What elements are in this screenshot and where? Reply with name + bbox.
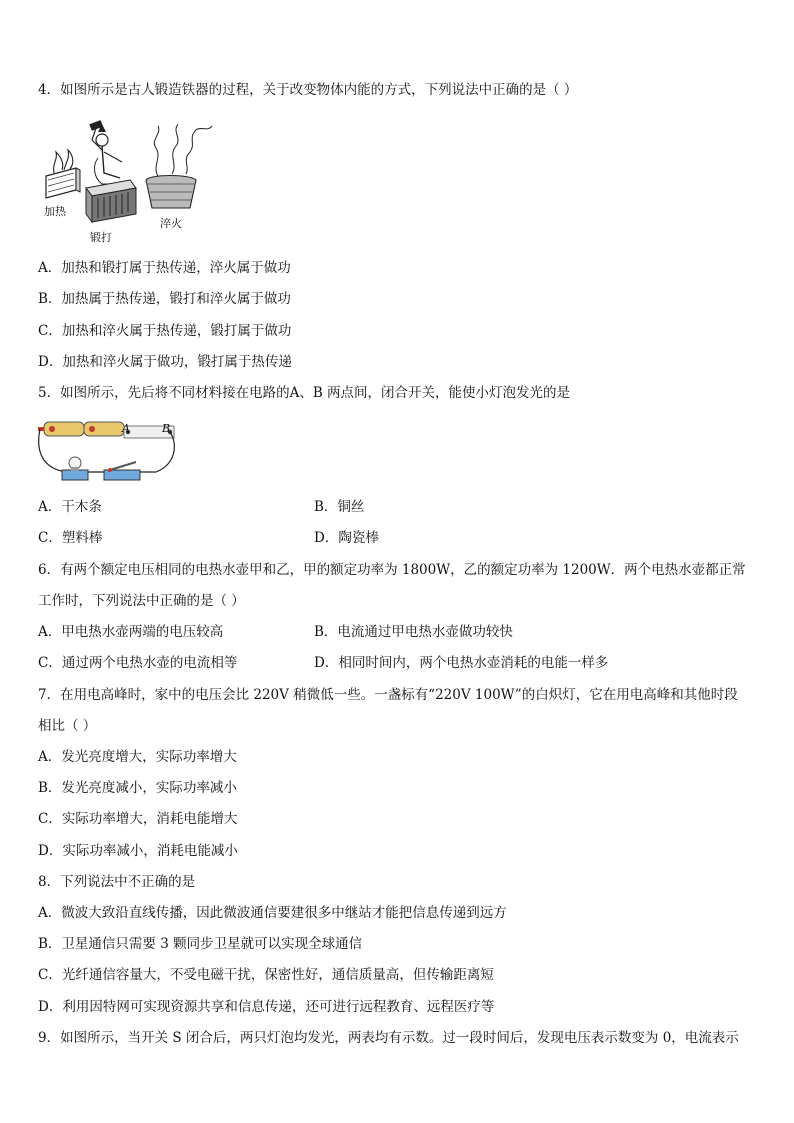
q7-stem-line2: 相比（ ） xyxy=(38,718,97,734)
figure-label-quench: 淬火 xyxy=(160,217,182,230)
q5-stem: 5．如图所示，先后将不同材料接在电路的A、B 两点间，闭合开关，能使小灯泡发光的是 xyxy=(38,385,571,401)
q7-option-a: A．发光亮度增大，实际功率增大 xyxy=(38,749,237,765)
q9-stem: 9．如图所示，当开关 S 闭合后，两只灯泡均发光，两表均有示数。过一段时间后，发现电压表示数变为 0，电流表示 xyxy=(38,1030,739,1046)
terminal-label-a: A xyxy=(122,422,130,435)
q7-stem-line1: 7．在用电高峰时，家中的电压会比 220V 稍微低一些。一盏标有“220V 100W”的白炽灯，它在用电高峰和其他时段 xyxy=(38,687,738,703)
q4-option-c: C．加热和淬火属于热传递，锻打属于做功 xyxy=(38,323,292,339)
q7-option-b: B．发光亮度减小，实际功率减小 xyxy=(38,780,237,796)
q6-stem-line1: 6．有两个额定电压相同的电热水壶甲和乙，甲的额定功率为 1800W，乙的额定功率为 1200W．两个电热水壶都正常 xyxy=(38,562,746,578)
q4-option-b: B．加热属于热传递，锻打和淬火属于做功 xyxy=(38,291,291,307)
q6-stem-line2: 工作时，下列说法中正确的是（ ） xyxy=(38,593,245,609)
q4-stem: 4．如图所示是古人锻造铁器的过程，关于改变物体内能的方式，下列说法中正确的是（ ） xyxy=(38,82,578,98)
bulb-figure xyxy=(62,457,88,480)
q7-option-c: C．实际功率增大，消耗电能增大 xyxy=(38,811,238,827)
heating-basket-figure xyxy=(46,150,80,198)
battery-pack xyxy=(38,422,124,436)
anvil-block-figure xyxy=(86,180,136,222)
q4-option-d: D．加热和淬火属于做功，锻打属于热传递 xyxy=(38,354,292,370)
q4-option-a: A．加热和锻打属于热传递，淬火属于做功 xyxy=(38,260,291,276)
q5-option-c: C．塑料棒 xyxy=(38,530,103,546)
q5-option-d: D．陶瓷棒 xyxy=(314,530,379,546)
q8-option-c: C．光纤通信容量大，不受电磁干扰，保密性好，通信质量高，但传输距离短 xyxy=(38,967,494,983)
q8-option-b: B．卫星通信只需要 3 颗同步卫星就可以实现全球通信 xyxy=(38,936,363,952)
circuit-diagram xyxy=(36,418,181,484)
q6-option-d: D．相同时间内，两个电热水壶消耗的电能一样多 xyxy=(314,655,609,671)
q6-option-b: B．电流通过甲电热水壶做功较快 xyxy=(314,624,513,640)
q6-option-a: A．甲电热水壶两端的电压较高 xyxy=(38,624,224,640)
q5-option-b: B．铜丝 xyxy=(314,499,365,515)
forging-illustration xyxy=(40,118,225,243)
q6-option-c: C．通过两个电热水壶的电流相等 xyxy=(38,655,238,671)
terminal-label-b: B xyxy=(162,422,171,435)
q8-stem: 8．下列说法中不正确的是 xyxy=(38,874,196,890)
figure-label-forge: 锻打 xyxy=(90,231,112,244)
quench-basket-figure xyxy=(146,124,212,208)
figure-label-heat: 加热 xyxy=(44,205,66,218)
q7-option-d: D．实际功率减小，消耗电能减小 xyxy=(38,843,238,859)
q5-option-a: A．干木条 xyxy=(38,499,102,515)
switch-figure xyxy=(104,462,140,480)
blacksmith-figure xyxy=(89,120,122,184)
q8-option-a: A．微波大致沿直线传播，因此微波通信要建很多中继站才能把信息传递到远方 xyxy=(38,905,507,921)
q8-option-d: D．利用因特网可实现资源共享和信息传递，还可进行远程教育、远程医疗等 xyxy=(38,999,495,1015)
